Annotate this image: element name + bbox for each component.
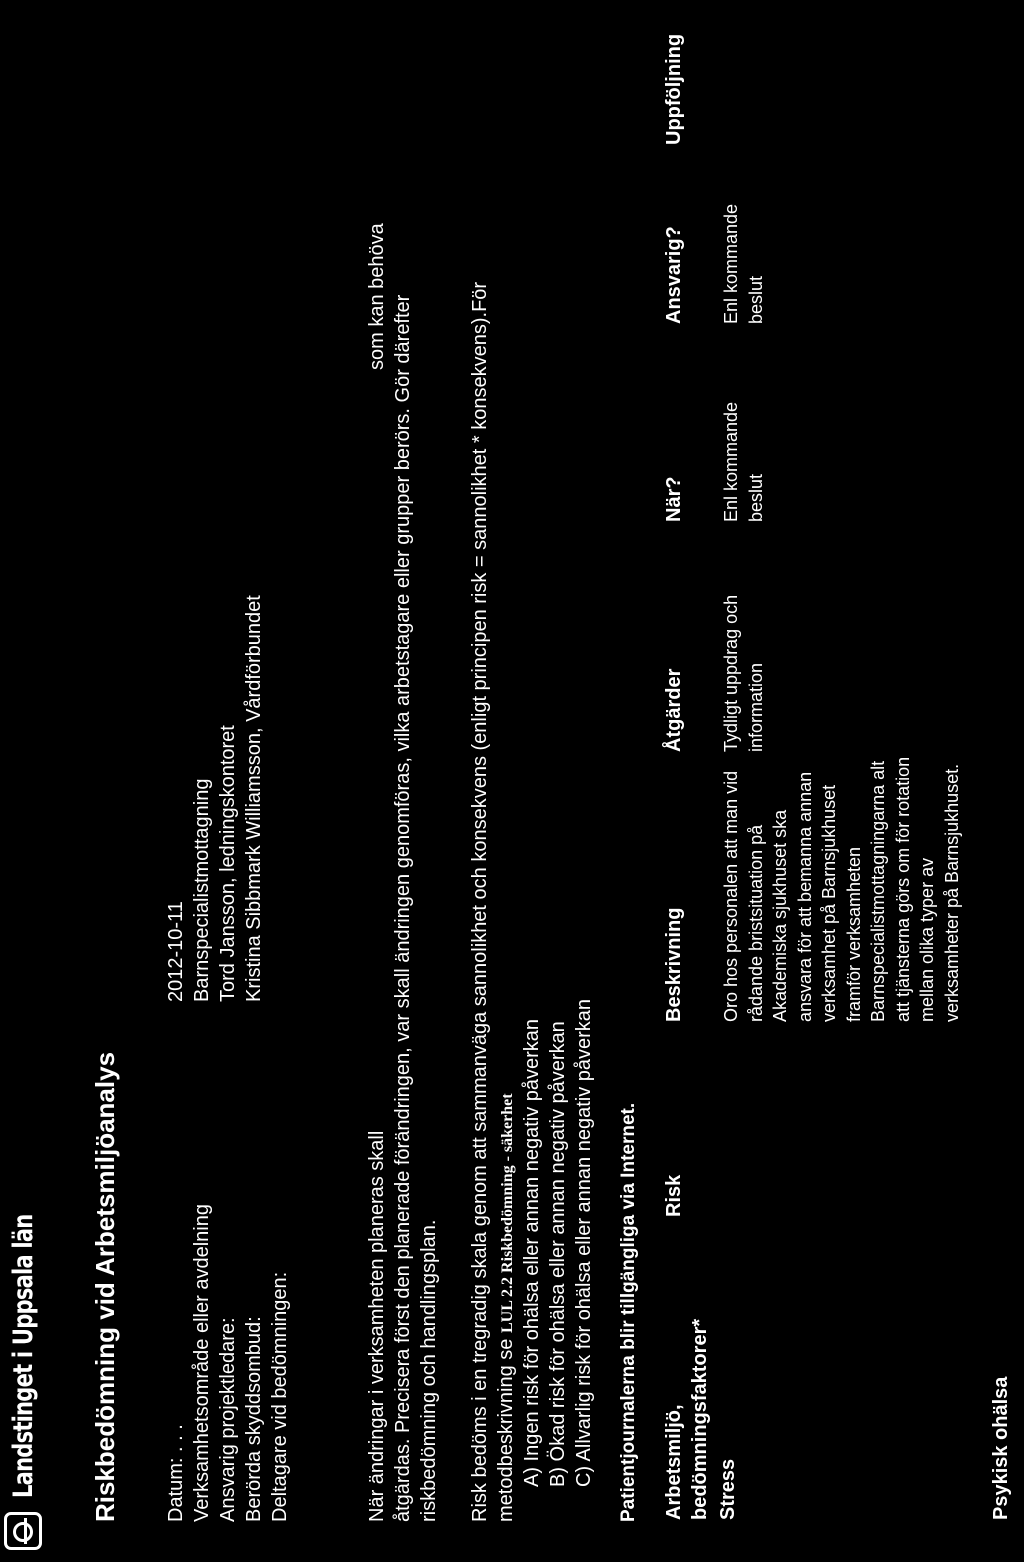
- row-actions: Tydligt uppdrag och information: [721, 594, 766, 752]
- col-header-risk: Risk: [663, 1174, 685, 1217]
- landsting-logo-icon: [4, 1512, 42, 1550]
- intro-line-2: åtgärdas. Precisera först den planerade förändringen, var skall ändringen genomföras, vilka arbetstagare eller grupper berörs. Gör därefter: [392, 294, 414, 1522]
- col-header-factor-1: Arbetsmiljö,: [663, 1404, 685, 1520]
- meta-label-project-lead: Ansvarig projektledare:: [217, 1317, 239, 1522]
- meta-value-unit: Barnspecialistmottagning: [191, 778, 213, 1002]
- meta-label-participants: Deltagare vid bedömningen:: [269, 1271, 291, 1522]
- row-responsible: Enl kommande beslut: [721, 203, 766, 324]
- meta-value-project-lead: Tord Jansson, ledningskontoret: [217, 725, 239, 1002]
- intro-line-3: riskbedömning och handlingsplan.: [418, 1219, 440, 1522]
- col-header-responsible: Ansvarig?: [663, 226, 685, 324]
- meta-value-date: 2012-10-11: [165, 901, 187, 1002]
- row-when: Enl kommande beslut: [721, 401, 766, 522]
- row-factor-stress: Stress: [717, 1458, 739, 1520]
- col-header-actions: Åtgärder: [663, 668, 685, 752]
- col-header-description: Beskrivning: [663, 907, 685, 1022]
- risk-level-c: C) Allvarlig risk för ohälsa eller annan negativ påverkan: [573, 998, 595, 1487]
- meta-label-unit: Verksamhetsområde eller avdelning: [191, 1204, 213, 1522]
- risk-method-label: metodbeskrivning se: [495, 1338, 517, 1522]
- org-logo: [4, 1135, 42, 1550]
- page-title: Riskbedömning vid Arbetsmiljöanalys: [90, 1051, 120, 1522]
- intro-line-1b: som kan behöva: [366, 223, 388, 370]
- row-factor-psychological: Psykisk ohälsa: [990, 1376, 1012, 1520]
- col-header-followup: Uppföljning: [663, 33, 685, 145]
- risk-text-line-1: Risk bedöms i en tregradig skala genom att sammanväga sannolikhet och konsekvens (enligt principen risk = sannolikhet * konsekvens).För: [469, 281, 491, 1522]
- risk-level-b: B) Ökad risk för ohälsa eller annan negativ påverkan: [547, 1021, 569, 1487]
- meta-label-date: Datum: . . .: [165, 1424, 187, 1522]
- risk-level-a: A) Ingen risk för ohälsa eller annan negativ påverkan: [521, 1018, 543, 1487]
- intro-line-1a: När ändringar i verksamheten planeras skall: [366, 1130, 388, 1522]
- col-header-when: När?: [663, 476, 685, 522]
- risk-text-line-2: [495, 1093, 518, 1522]
- meta-label-safety-rep: Berörda skyddsombud:: [243, 1316, 265, 1522]
- col-header-factor-2: bedömningsfaktorer*: [689, 1318, 711, 1520]
- meta-value-safety-rep: Kristina Sibbmark Williamsson, Vårdförbundet: [243, 595, 265, 1002]
- org-name: Landstinget i Uppsala län: [7, 1214, 39, 1498]
- row-description: Oro hos personalen att man vid rådande bristsituation på Akademiska sjukhuset ska ansvara för att bemanna annan verksamhet på Barnsjukhuset framför verksamheten Barnspecialistmottagningarna alt att tjänsterna görs om för rotation mellan olika typer av verksamheter på Barnsjukhuset.: [721, 756, 962, 1022]
- risk-method-reference[interactable]: LUL 2.2 Riskbedömning - säkerhet: [499, 1093, 516, 1333]
- section-heading: Patientjournalerna blir tillgängliga via Internet.: [618, 1102, 639, 1522]
